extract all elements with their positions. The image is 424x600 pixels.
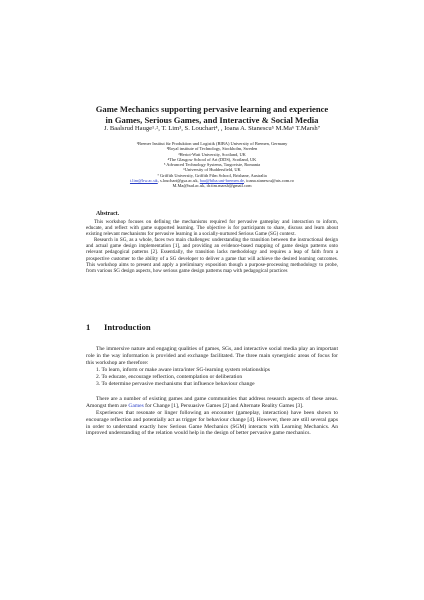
list-item: 1. To learn, inform or make aware intra/inter SG-learning system relationships [96,366,270,373]
body-text: for Change [1], Persuasive Games [2] and Alternate Reality Games [3]. [143,402,304,409]
affiliation: ¹Bremer Institut für Produktion und Logistik (BIBA) University of Bremen, Germany [136,141,288,146]
email-link-lim[interactable]: t.lim@hw.ac.uk [129,178,158,184]
body-paragraph [86,396,338,410]
abstract-paragraph: Research in SG, as a whole, faces two main challenges: understanding the transition between the instructional design and actual game design implementation [1], and providing an evidence-based mapping of game design patterns onto relevant pedagogical patterns [2]. Essentially, the transition lacks methodology and requires a leap of faith from a prospective customer to the ability of a SG developer to deliver a game that will achieve the desired learning outcomes. This workshop aims to present and apply a preliminary exposition though a purpose-processing methodology to probe, from various SG design aspects, how serious game design patterns map with pedagogical practices [86,237,338,274]
section-heading [86,322,151,332]
email-link-baa[interactable]: baa@biba.uni-bremen.de [199,178,244,184]
body-paragraph: The immersive nature and engaging qualities of games, SGs, and interactive social media play an important role in the way information is provided and exchange facilitated. The three main synergistic areas of focus for this workshop are therefore: [86,346,338,366]
email-text: , ioana.stanescu@ats.com.ro [244,178,295,184]
intro-body [86,346,338,437]
focus-list [86,367,338,388]
body-text: There are a number of existing games and game communities that address research aspects of these areas. Amongst them are [86,395,338,409]
affiliation: ⁷ Griffith University, Griffith Film School, Brisbane, Australia [157,172,267,178]
affiliation: ²Royal institute of Technology, Stockholm, Sweden [166,146,258,152]
abstract-body [86,219,338,274]
section-title: Introduction [104,322,151,332]
abstract-heading: Abstract. [96,211,120,217]
affiliation-list [80,141,344,189]
affiliation: ⁴The Glasgow School of Art (DDS), Scotland, UK [167,156,257,162]
spacer [86,388,338,396]
title-line-2: in Games, Serious Games, and Interactive & Social Media [105,114,319,125]
affiliation: ³Heriot-Watt University, Scotland, UK [178,151,246,157]
list-item: 3. To determine pervasive mechanisms that influence behaviour change [96,380,255,387]
paper-title [60,104,364,125]
list-item: 2. To educate, encourage reflection, contemplation or deliberation [96,373,243,380]
body-paragraph: Experiences that resonate or linger following an encounter (gameplay, interaction) have been shown to encourage reflection and potentially act as trigger for behaviour change [4]. However, there are still several gaps in order to understand exactly how Serious Game Mechanics (SGM) interacts with Learning Mechanics. An improved understanding of the relation would help in the design of better pervasive game mechanics. [86,409,338,437]
games-link[interactable]: Games [128,402,144,409]
affiliation: ⁵ Advanced Technology Systems, Targoviste, Romania [163,162,261,168]
email-text: , s.louchart@gsa.ac.uk, [157,178,200,184]
title-line-1: Game Mechanics supporting pervasive learning and experience [95,104,329,114]
section-number: 1 [86,322,91,332]
affiliation: ⁶University of Huddersfield, UK [183,167,241,173]
author-list: J. Baalsrud Hauge¹˒², T. Lim³, S. Louchart⁴, , Ioana A. Stanescu⁵ M.Ma⁶ T.Marsh⁷ [103,125,321,132]
email-line-2: M.Ma@hud.ac.uk, dr.tim.marsh@gmail.com [172,183,252,189]
abstract-paragraph: This workshop focuses on defining the mechanisms required for pervasive gameplay and interaction to inform, educate, and reflect with game supported learning. The objective is for participants to share, discuss and learn about existing relevant mechanisms for pervasive learning in a socially-nurtured Serious Game (SG) context. [86,219,338,238]
